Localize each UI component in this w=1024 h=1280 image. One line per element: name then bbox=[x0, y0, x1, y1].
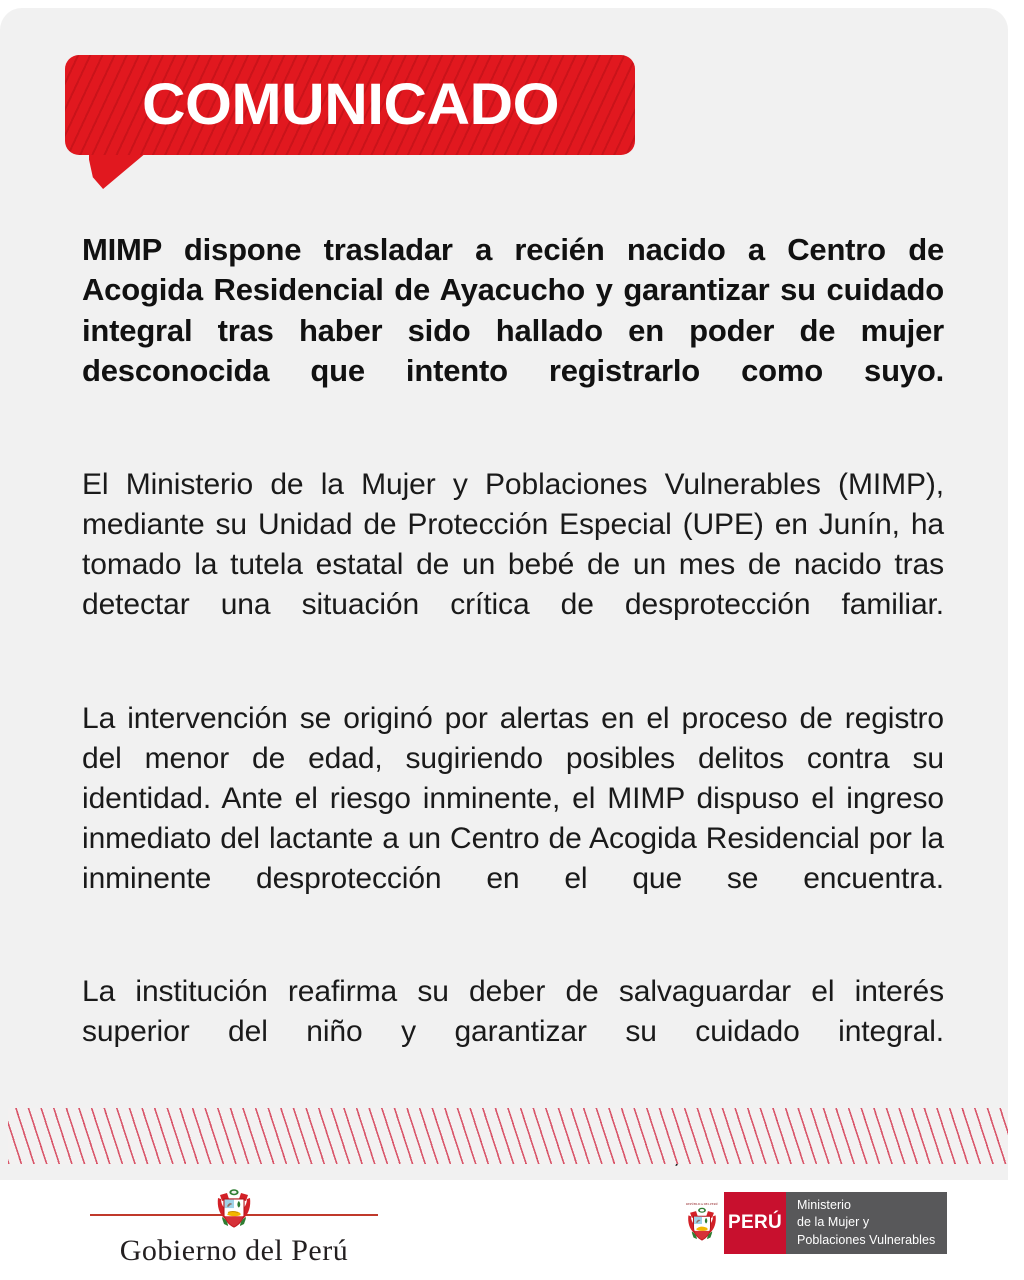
government-logo bbox=[90, 1188, 378, 1268]
peru-coat-of-arms-icon bbox=[214, 1188, 254, 1237]
ministry-logo-line-1: Ministerio bbox=[797, 1198, 851, 1213]
comunicado-card bbox=[0, 8, 1008, 1188]
paragraph-2: La intervención se originó por alertas en el proceso de registro del menor de edad, sugiriendo posibles delitos contra su identidad. Ante el riesgo inminente, el MIMP dispuso el ingreso inmediato del lactante a un Centro de Acogida Residencial por la inminente desprotección en el que se encuentra. bbox=[82, 701, 944, 895]
footer bbox=[0, 1180, 1024, 1280]
ministry-logo-line-3: Poblaciones Vulnerables bbox=[797, 1232, 936, 1247]
svg-text:REPÚBLICA DEL PERÚ: REPÚBLICA DEL PERÚ bbox=[686, 1202, 718, 1207]
ministry-logo bbox=[680, 1192, 947, 1254]
paragraph-3: La institución reafirma su deber de salvaguardar el interés superior del niño y garantizar su cuidado integral. bbox=[82, 975, 944, 1049]
paragraph-1: El Ministerio de la Mujer y Poblaciones Vulnerables (MIMP), mediante su Unidad de Protección Especial (UPE) en Junín, ha tomado la tutela estatal de un bebé de un mes de nacido tras detectar una situación crítica de desprotección familiar. bbox=[82, 468, 944, 622]
ministry-logo-name bbox=[786, 1192, 947, 1254]
ministry-logo-country: PERÚ bbox=[724, 1192, 786, 1254]
peru-coat-of-arms-icon bbox=[680, 1192, 724, 1254]
headline: MIMP dispone trasladar a recién nacido a Centro de Acogida Residencial de Ayacucho y garantizar su cuidado integral tras haber sido hallado en poder de mujer desconocida que intento registrarlo como suyo. bbox=[82, 232, 944, 388]
diagonal-stripes-divider bbox=[8, 1108, 1008, 1164]
banner-title: COMUNICADO bbox=[141, 72, 559, 137]
comunicado-banner bbox=[65, 55, 635, 195]
ministry-logo-line-2: de la Mujer y bbox=[797, 1215, 870, 1230]
document-content bbox=[82, 230, 944, 1170]
government-logo-emblem-row bbox=[90, 1188, 378, 1232]
banner-body bbox=[65, 55, 635, 155]
government-logo-label: Gobierno del Perú bbox=[119, 1234, 349, 1267]
